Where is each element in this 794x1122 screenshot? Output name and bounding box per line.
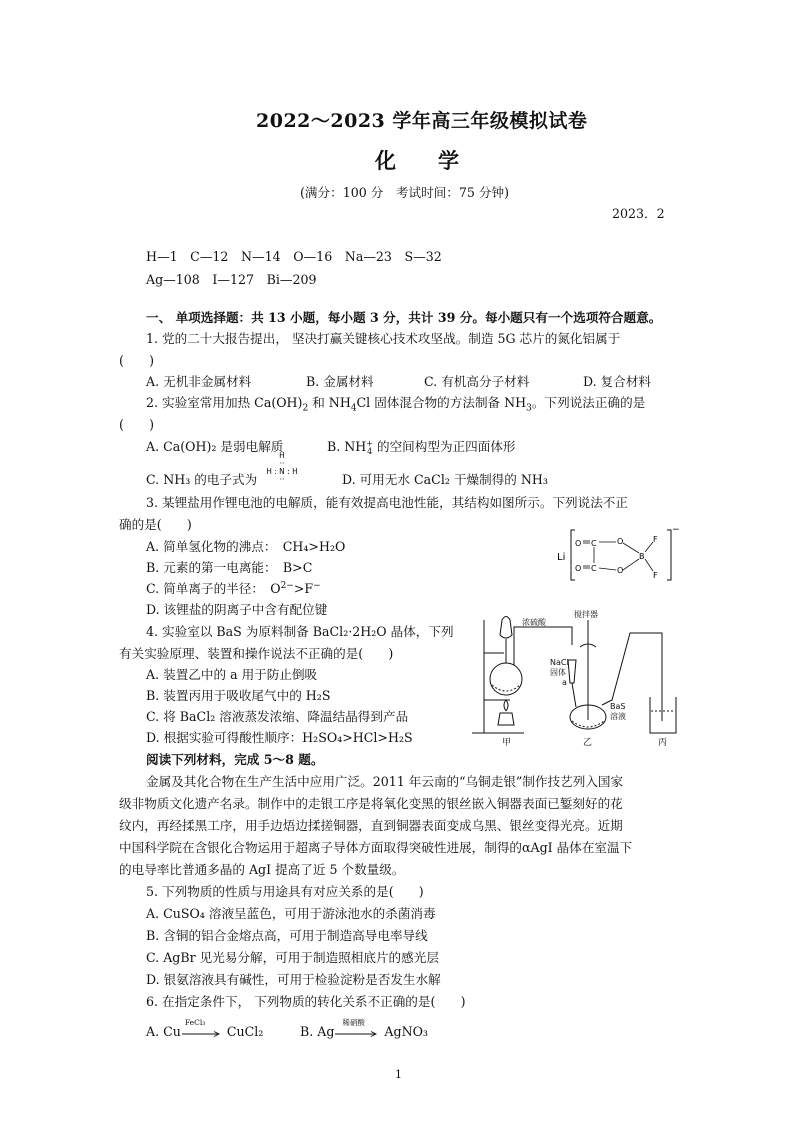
subject-title: 化 学	[375, 148, 459, 173]
q1-option-d: D. 复合材料	[583, 374, 652, 389]
q3-c-part: >F	[293, 581, 314, 596]
arrow-icon	[181, 1031, 221, 1037]
reading-line4: 中国科学院在含银化合物运用于超离子导体方面取得突破性进展，制得的αAgI 晶体在室温下	[119, 840, 633, 855]
q1-option-b: B. 金属材料	[306, 374, 374, 389]
q5-option-c: C. AgBr 见光易分解，可用于制造照相底片的感光层	[146, 950, 439, 965]
q2-option-d: D. 可用无水 CaCl₂ 干燥制得的 NH₃	[342, 472, 548, 487]
struct-b: B	[639, 552, 645, 561]
label-bas-solution: 溶液	[610, 712, 626, 721]
q2-option-b-part: 的空间构型为正四面体形	[372, 439, 516, 454]
q3-structure-figure	[555, 522, 680, 588]
reading-line1: 金属及其化合物在生产生活中应用广泛。2011 年云南的“乌铜走银”制作技艺列入国家	[146, 774, 624, 789]
q3-option-d: D. 该锂盐的阴离子中含有配位键	[146, 602, 328, 617]
q6-a-reagent: FeCl₃	[184, 1017, 206, 1027]
q6-b-right: AgNO₃	[384, 1024, 428, 1039]
q2-nh4-sup: +	[366, 438, 373, 448]
beaker	[650, 697, 676, 733]
atomic-masses-line1: H—1 C—12 N—14 O—16 Na—23 S—32	[146, 249, 442, 264]
q2-option-b-part: B. NH	[327, 439, 367, 454]
exam-date: 2023．2	[612, 206, 665, 221]
q1-stem: 1. 党的二十大报告提出， 坚决打赢关键核心技术攻坚战。制造 5G 芯片的氮化铝属于	[146, 331, 621, 346]
q5-option-a: A. CuSO₄ 溶液呈蓝色，可用于游泳池水的杀菌消毒	[146, 906, 436, 921]
label-bas: BaS	[610, 702, 626, 711]
q3-option-a: A. 简单氢化物的沸点： CH₄>H₂O	[146, 539, 346, 554]
q3-c-sup: 2−	[280, 580, 294, 591]
q2-lewis	[262, 452, 302, 484]
section-heading: 一、 单项选择题：共 13 小题，每小题 3 分，共计 39 分。每小题只有一个选项符合题意。	[146, 310, 662, 325]
bond	[623, 543, 639, 553]
q1-paren: ( )	[119, 353, 155, 368]
q4-apparatus-figure	[462, 605, 690, 750]
struct-c-top: C	[591, 539, 597, 548]
q6-b-left: B. Ag	[300, 1024, 335, 1039]
flask-liquid	[492, 685, 520, 691]
struct-o-exo-top: O	[575, 539, 582, 548]
arrow-icon	[334, 1031, 378, 1037]
struct-o-top: O	[617, 537, 624, 546]
q2-stem-part: 。下列说法正确的是	[531, 395, 646, 410]
q5-option-d: D. 银氨溶液具有碱性，可用于检验淀粉是否发生水解	[146, 972, 441, 987]
q2-paren: ( )	[119, 417, 155, 432]
reading-line2: 级非物质文化遗产名录。制作中的走银工序是将氧化变黑的银丝嵌入铜器表面已錾刻好的花	[119, 796, 623, 811]
q2-stem	[146, 392, 646, 414]
struct-o-exo-bottom: O	[575, 564, 582, 573]
q6-option-a	[146, 1017, 264, 1040]
q3-c-part: C. 简单离子的半径： O	[146, 581, 281, 596]
label-nacl: NaCl	[550, 658, 569, 667]
q2-lewis-mid: H : N : H	[266, 467, 298, 476]
q1-option-a: A. 无机非金属材料	[146, 374, 252, 389]
flame	[504, 700, 508, 711]
struct-c-bottom: C	[591, 564, 597, 573]
q2-option-b	[327, 436, 516, 456]
reading-line3: 纹内，再经揉黑工序，用手边焐边揉搓铜器，直到铜器表面变成乌黑、银丝变得光亮。近期	[119, 818, 623, 833]
bond	[645, 559, 653, 571]
q2-lewis-dots: ··	[279, 475, 285, 484]
q4-option-d: D. 根据实验可得酸性顺序：H₂SO₄>HCl>H₂S	[146, 730, 413, 745]
struct-charge: −	[672, 525, 680, 535]
q6-stem: 6. 在指定条件下， 下列物质的转化关系不正确的是( )	[146, 994, 466, 1009]
q4-option-c: C. 将 BaCl₂ 溶液蒸发浓缩、降温结晶得到产品	[146, 709, 409, 724]
q2-stem-part: Cl 固体混合物的方法制备 NH	[356, 395, 527, 410]
burner	[498, 713, 514, 725]
side-neck	[572, 683, 576, 707]
q4-option-a: A. 装置乙中的 a 用于防止倒吸	[146, 667, 318, 682]
struct-f-top: F	[653, 535, 658, 544]
label-jia: 甲	[502, 738, 512, 748]
q3-option-c	[146, 578, 321, 597]
flask	[490, 663, 522, 695]
reading-instruction: 阅读下列材料，完成 5～8 题。	[146, 752, 324, 767]
page-number: 1	[395, 1068, 402, 1081]
q6-b-arrow	[334, 1017, 378, 1040]
q5-option-b: B. 含铜的铝合金熔点高，可用于制造高导电率导线	[146, 928, 428, 943]
q6-a-arrow	[181, 1017, 221, 1040]
exam-info: (满分：100 分 考试时间：75 分钟)	[300, 185, 510, 200]
q2-stem-part: 2. 实验室常用加热 Ca(OH)	[146, 395, 303, 410]
reading-line5: 的电导率比普通多晶的 AgI 提高了近 5 个数量级。	[119, 862, 405, 877]
struct-li: Li	[557, 552, 566, 563]
q2-sub: 2	[302, 403, 309, 414]
bond	[645, 542, 653, 552]
label-bing: 丙	[658, 738, 668, 748]
q5-stem: 5. 下列物质的性质与用途具有对应关系的是( )	[146, 884, 424, 899]
label-stirrer: 搅拌器	[574, 610, 598, 619]
q3-stem-line2: 确的是( )	[119, 517, 192, 532]
q2-option-a: A. Ca(OH)₂ 是弱电解质	[146, 439, 284, 454]
q3-option-b: B. 元素的第一电离能： B>C	[146, 560, 313, 575]
q2-sub: 3	[526, 403, 532, 414]
atomic-masses-line2: Ag—108 I—127 Bi—209	[146, 272, 317, 287]
q2-option-c: C. NH₃ 的电子式为	[146, 472, 258, 487]
funnel-body	[500, 617, 512, 639]
q3-stem-line1: 3. 某锂盐用作锂电池的电解质，能有效提高电池性能，其结构如图所示。下列说法不正	[146, 495, 628, 510]
q6-b-reagent: 稀硝酸	[342, 1017, 365, 1027]
side-funnel	[568, 660, 576, 683]
label-nacl-solid: 固体	[550, 668, 566, 677]
struct-o-bottom: O	[617, 566, 624, 575]
bond	[599, 568, 616, 570]
q4-stem-line1: 4. 实验室以 BaS 为原料制备 BaCl₂·2H₂O 晶体，下列	[146, 624, 454, 639]
q6-option-b	[300, 1017, 428, 1040]
q6-a-left: A. Cu	[146, 1024, 181, 1039]
q3-c-sup: −	[313, 580, 321, 591]
q2-lewis-dots: ··	[279, 459, 285, 468]
q2-nh4-sub: 4	[367, 446, 373, 456]
q2-stem-part: 和 NH	[308, 395, 351, 410]
struct-bracket-right	[667, 530, 671, 580]
q4-stem-line2: 有关实验原理、装置和操作说法不正确的是( )	[119, 646, 394, 661]
struct-f-bottom: F	[653, 571, 658, 580]
label-a: a	[562, 678, 567, 687]
q2-nh4-charge	[366, 440, 373, 456]
q1-option-c: C. 有机高分子材料	[424, 374, 530, 389]
bond	[623, 559, 639, 570]
q6-a-right: CuCl₂	[226, 1024, 264, 1039]
q2-sub: 4	[350, 403, 357, 414]
q4-option-b: B. 装置丙用于吸收尾气中的 H₂S	[146, 688, 331, 703]
label-acid: 浓硫酸	[522, 618, 546, 627]
label-yi: 乙	[583, 738, 593, 748]
q2-lewis-top: H	[279, 451, 285, 460]
exam-title: 2022～2023 学年高三年级模拟试卷	[256, 110, 588, 132]
